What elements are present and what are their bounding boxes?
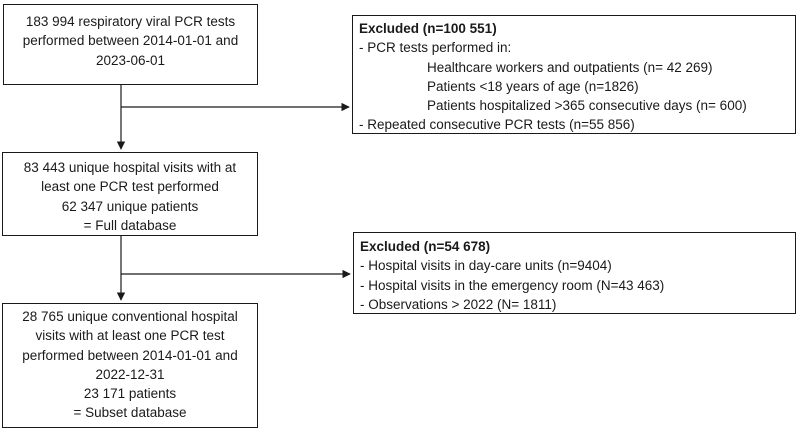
excluded-item: - PCR tests performed in: (359, 40, 512, 56)
box-subset-database-line: = Subset database (73, 405, 187, 421)
box-full-database (2, 152, 258, 236)
box-full-database-line: least one PCR test performed (41, 179, 219, 195)
box-full-database-line: = Full database (83, 217, 177, 233)
box-subset-database-line: 28 765 unique conventional hospital (22, 309, 238, 324)
excluded-item: Healthcare workers and outpatients (n= 42 269) (427, 59, 713, 75)
box-total-tests (3, 4, 258, 85)
excluded-item: - Repeated consecutive PCR tests (n=55 856) (359, 117, 635, 133)
excluded-title: Excluded (n=100 551) (359, 21, 497, 36)
box-excluded-visits (353, 232, 796, 314)
box-subset-database-line: performed between 2014-01-01 and (22, 347, 238, 363)
box-full-database-line: 62 347 unique patients (61, 198, 199, 214)
box-full-database-line: 83 443 unique hospital visits with at (23, 160, 237, 175)
box-subset-database-line: visits with at least one PCR test (35, 328, 225, 344)
excluded-item: Patients hospitalized >365 consecutive days (n= 600) (427, 98, 747, 114)
excluded-item: Patients <18 years of age (n=1826) (427, 78, 639, 94)
box-subset-database (2, 303, 258, 428)
excluded-item: - Hospital visits in day-care units (n=9404) (360, 258, 612, 274)
box-total-tests-line: 183 994 respiratory viral PCR tests (25, 14, 236, 29)
excluded-item: - Observations > 2022 (N= 1811) (360, 296, 557, 312)
box-subset-database-line: 2022-12-31 (95, 366, 165, 382)
box-excluded-tests (352, 15, 796, 134)
box-total-tests-line: 2023-06-01 (95, 52, 166, 68)
excluded-item: - Hospital visits in the emergency room (N=43 463) (360, 277, 665, 293)
box-subset-database-line: 23 171 patients (83, 386, 177, 402)
box-total-tests-line: performed between 2014-01-01 and (22, 33, 239, 49)
excluded-title: Excluded (n=54 678) (360, 239, 491, 254)
